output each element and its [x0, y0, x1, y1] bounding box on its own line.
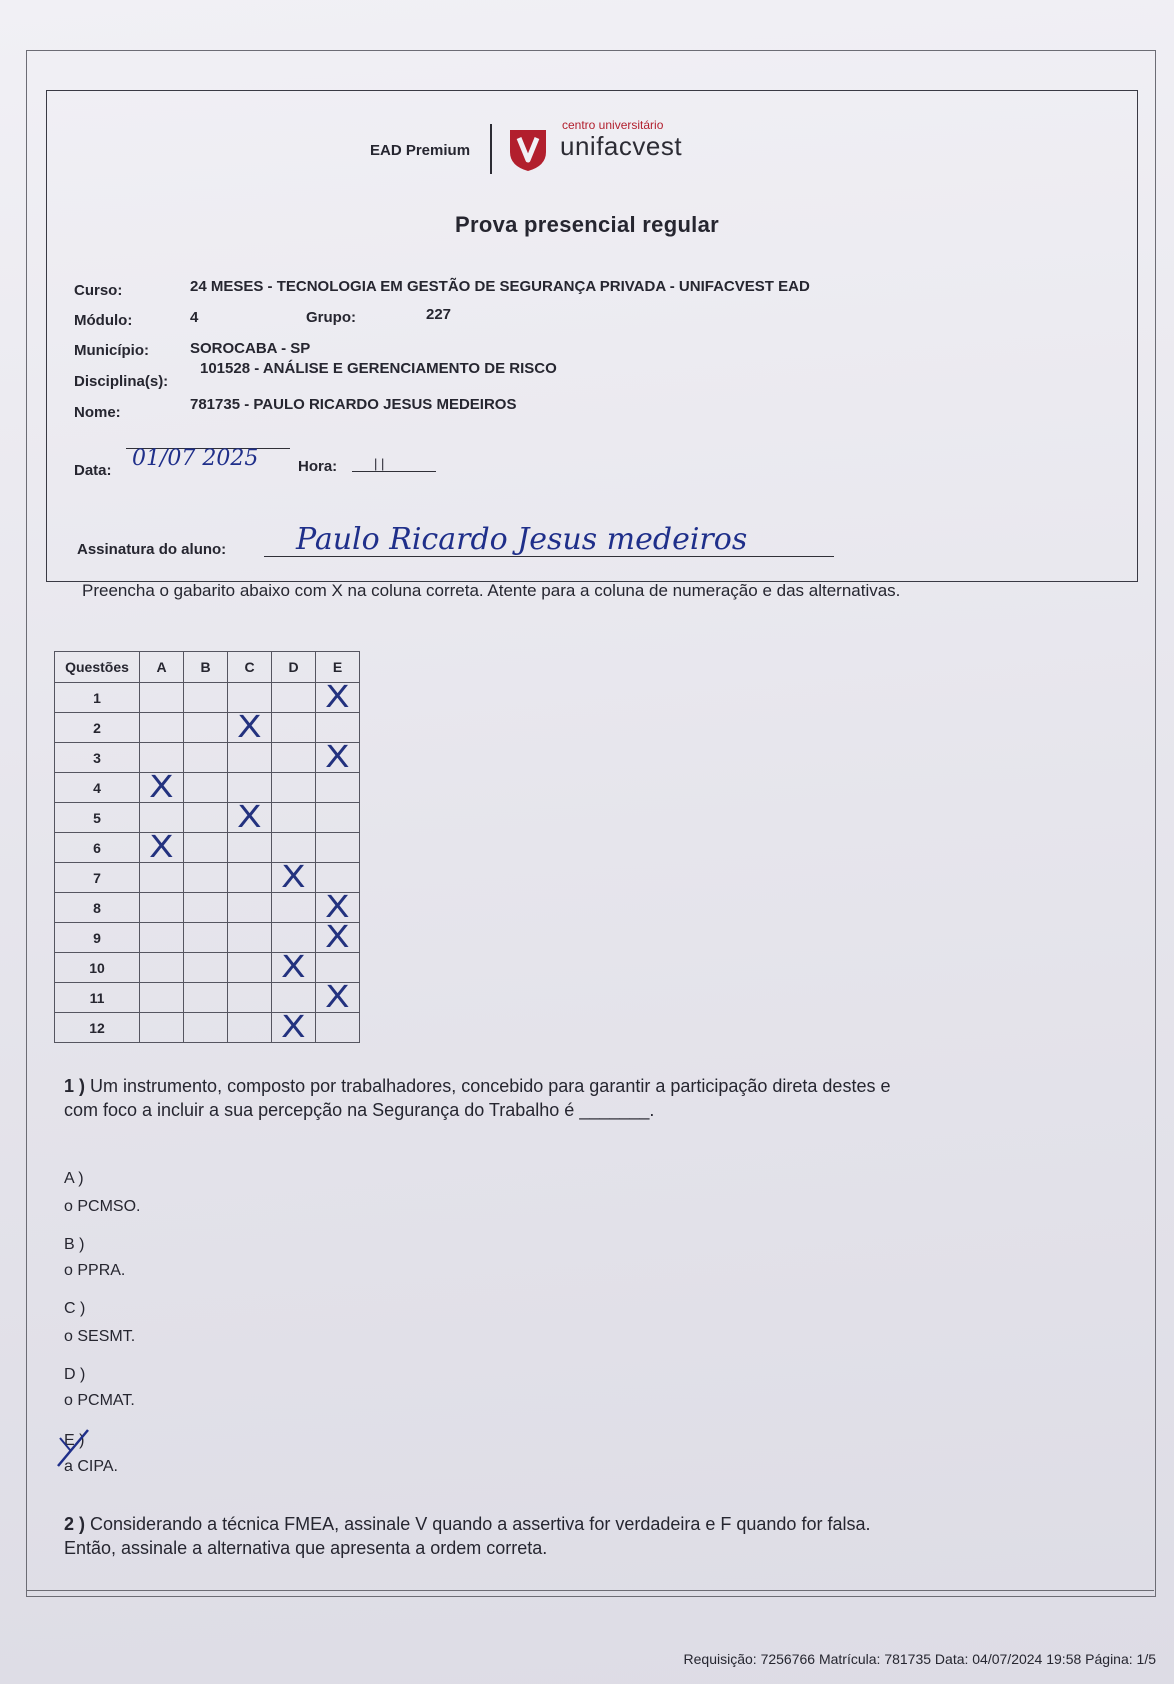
answer-sheet-table: [54, 651, 360, 1043]
answer-cell-b[interactable]: [184, 833, 228, 863]
answer-cell-e[interactable]: [316, 773, 360, 803]
answer-cell-a[interactable]: [140, 713, 184, 743]
x-mark: X: [281, 1009, 306, 1045]
answer-row: [55, 743, 360, 773]
header-a: A: [140, 652, 184, 683]
logo-divider: [490, 124, 492, 174]
data-handwritten: 01/07 2025: [132, 446, 259, 471]
answer-cell-c[interactable]: [228, 799, 272, 835]
answer-row: [55, 1013, 360, 1043]
answer-cell-d[interactable]: [272, 683, 316, 713]
answer-cell-b[interactable]: [184, 923, 228, 953]
answer-cell-d[interactable]: [272, 773, 316, 803]
answer-sheet-header: [55, 652, 360, 683]
question-number-cell: 8: [55, 893, 140, 923]
question-number-cell: 10: [55, 953, 140, 983]
answer-row: [55, 713, 360, 743]
question-1-text-line1: Um instrumento, composto por trabalhadores, concebido para garantir a participação direta destes e: [90, 1076, 891, 1096]
municipio-label: Município:: [74, 342, 149, 359]
nome-label: Nome:: [74, 404, 121, 421]
question-number-cell: 7: [55, 863, 140, 893]
answer-cell-d[interactable]: [272, 949, 316, 985]
brand-name: unifacvest: [560, 131, 683, 161]
answer-row: [55, 833, 360, 863]
answer-cell-e[interactable]: [316, 739, 360, 775]
brand-tagline: centro universitário: [562, 118, 664, 132]
answer-cell-d[interactable]: [272, 983, 316, 1013]
option-c-text: o SESMT.: [64, 1328, 136, 1345]
answer-cell-d[interactable]: [272, 923, 316, 953]
hora-line: [352, 471, 436, 472]
question-number-cell: 1: [55, 683, 140, 713]
answer-sheet-body: [55, 679, 360, 1045]
ead-premium-label: EAD Premium: [370, 142, 471, 159]
option-d-text: o PCMAT.: [64, 1392, 135, 1409]
answer-cell-b[interactable]: [184, 893, 228, 923]
header-e: E: [316, 652, 360, 683]
x-mark: X: [281, 859, 306, 895]
header-questoes: Questões: [55, 652, 140, 683]
header-c: C: [228, 652, 272, 683]
answer-row: [55, 683, 360, 713]
x-mark: X: [149, 769, 174, 805]
disciplina-value: 101528 - ANÁLISE E GERENCIAMENTO DE RISCO: [200, 360, 557, 377]
answer-cell-c[interactable]: [228, 709, 272, 745]
option-b-letter[interactable]: B ): [64, 1236, 85, 1253]
grupo-label: Grupo:: [306, 309, 356, 326]
hora-blank: | |: [374, 456, 385, 471]
answer-cell-a[interactable]: [140, 1013, 184, 1043]
instructions: Preencha o gabarito abaixo com X na coluna correta. Atente para a coluna de numeração e das alternativas.: [82, 581, 901, 600]
answer-cell-d[interactable]: [272, 803, 316, 833]
answer-cell-b[interactable]: [184, 713, 228, 743]
handwritten-check-icon: [56, 1428, 90, 1468]
answer-cell-c[interactable]: [228, 893, 272, 923]
header-box: [46, 90, 1138, 582]
nome-value: 781735 - PAULO RICARDO JESUS MEDEIROS: [190, 396, 517, 413]
answer-cell-d[interactable]: [272, 713, 316, 743]
answer-cell-a[interactable]: [140, 803, 184, 833]
answer-cell-a[interactable]: [140, 983, 184, 1013]
answer-cell-b[interactable]: [184, 773, 228, 803]
option-a-text: o PCMSO.: [64, 1198, 141, 1215]
question-2: [64, 1512, 1144, 1560]
answer-cell-e[interactable]: [316, 713, 360, 743]
x-mark: X: [281, 949, 306, 985]
question-number-cell: 2: [55, 713, 140, 743]
answer-row: [55, 923, 360, 953]
question-1-text-line2: com foco a incluir a sua percepção na Segurança do Trabalho é _______.: [64, 1100, 655, 1120]
answer-cell-b[interactable]: [184, 983, 228, 1013]
answer-row: [55, 773, 360, 803]
answer-cell-b[interactable]: [184, 683, 228, 713]
x-mark: X: [325, 979, 350, 1015]
question-2-text-line1: Considerando a técnica FMEA, assinale V quando a assertiva for verdadeira e F quando for falsa.: [90, 1514, 871, 1534]
modulo-value: 4: [190, 309, 199, 326]
header-b: B: [184, 652, 228, 683]
curso-value: 24 MESES - TECNOLOGIA EM GESTÃO DE SEGURANÇA PRIVADA - UNIFACVEST EAD: [190, 278, 810, 295]
answer-row: [55, 893, 360, 923]
exam-title: Prova presencial regular: [455, 212, 719, 237]
question-number-cell: 6: [55, 833, 140, 863]
option-c-letter[interactable]: C ): [64, 1300, 86, 1317]
municipio-value: SOROCABA - SP: [190, 340, 311, 357]
answer-cell-c[interactable]: [228, 683, 272, 713]
answer-cell-b[interactable]: [184, 803, 228, 833]
answer-cell-d[interactable]: [272, 743, 316, 773]
answer-cell-c[interactable]: [228, 923, 272, 953]
header-d: D: [272, 652, 316, 683]
answer-cell-e[interactable]: [316, 679, 360, 715]
answer-cell-c[interactable]: [228, 833, 272, 863]
answer-cell-d[interactable]: [272, 1009, 316, 1045]
answer-cell-d[interactable]: [272, 859, 316, 895]
question-1-number: 1 ): [64, 1076, 86, 1096]
answer-cell-e[interactable]: [316, 833, 360, 863]
answer-cell-c[interactable]: [228, 1013, 272, 1043]
answer-cell-a[interactable]: [140, 923, 184, 953]
answer-cell-d[interactable]: [272, 893, 316, 923]
answer-cell-e[interactable]: [316, 863, 360, 893]
answer-row: [55, 983, 360, 1013]
answer-cell-c[interactable]: [228, 743, 272, 773]
hora-label: Hora:: [298, 458, 338, 475]
question-2-number: 2 ): [64, 1514, 86, 1534]
answer-cell-e[interactable]: [316, 953, 360, 983]
answer-cell-e[interactable]: [316, 803, 360, 833]
answer-cell-b[interactable]: [184, 743, 228, 773]
signature: Paulo Ricardo Jesus medeiros: [296, 522, 748, 557]
question-number-cell: 3: [55, 743, 140, 773]
grupo-value: 227: [426, 306, 452, 323]
option-b-text: o PPRA.: [64, 1262, 126, 1279]
answer-cell-d[interactable]: [272, 833, 316, 863]
answer-cell-c[interactable]: [228, 953, 272, 983]
bottom-rule: [26, 1590, 1154, 1591]
answer-cell-a[interactable]: [140, 953, 184, 983]
answer-row: [55, 803, 360, 833]
data-label: Data:: [74, 462, 112, 479]
answer-row: [55, 863, 360, 893]
answer-cell-a[interactable]: [140, 769, 184, 805]
question-number-cell: 5: [55, 803, 140, 833]
answer-cell-c[interactable]: [228, 863, 272, 893]
x-mark: X: [149, 829, 174, 865]
option-e-letter[interactable]: E ): [64, 1432, 85, 1449]
disciplina-label: Disciplina(s):: [74, 373, 169, 390]
option-a-letter[interactable]: A ): [64, 1170, 84, 1187]
modulo-label: Módulo:: [74, 312, 133, 329]
option-d-letter[interactable]: D ): [64, 1366, 86, 1383]
answer-cell-b[interactable]: [184, 1013, 228, 1043]
question-number-cell: 11: [55, 983, 140, 1013]
answer-row: [55, 953, 360, 983]
answer-cell-c[interactable]: [228, 773, 272, 803]
curso-label: Curso:: [74, 282, 123, 299]
answer-cell-a[interactable]: [140, 829, 184, 865]
answer-cell-a[interactable]: [140, 863, 184, 893]
answer-cell-e[interactable]: [316, 889, 360, 925]
answer-cell-e[interactable]: [316, 919, 360, 955]
question-number-cell: 4: [55, 773, 140, 803]
question-number-cell: 12: [55, 1013, 140, 1043]
x-mark: X: [325, 739, 350, 775]
question-1: [64, 1074, 1144, 1122]
question-2-text-line2: Então, assinale a alternativa que apresenta a ordem correta.: [64, 1538, 548, 1558]
unifacvest-shield-icon: [506, 126, 550, 172]
footer-requisition: Requisição: 7256766 Matrícula: 781735 Data: 04/07/2024 19:58 Página: 1/5: [683, 1651, 1156, 1667]
assinatura-label: Assinatura do aluno:: [77, 541, 227, 558]
answer-cell-b[interactable]: [184, 863, 228, 893]
answer-cell-e[interactable]: [316, 979, 360, 1015]
answer-cell-c[interactable]: [228, 983, 272, 1013]
answer-cell-e[interactable]: [316, 1013, 360, 1043]
x-mark: X: [325, 679, 350, 715]
answer-cell-a[interactable]: [140, 893, 184, 923]
answer-cell-a[interactable]: [140, 743, 184, 773]
answer-cell-a[interactable]: [140, 683, 184, 713]
answer-cell-b[interactable]: [184, 953, 228, 983]
x-mark: X: [237, 799, 262, 835]
option-e-text: a CIPA.: [64, 1458, 118, 1475]
x-mark: X: [325, 919, 350, 955]
question-number-cell: 9: [55, 923, 140, 953]
x-mark: X: [325, 889, 350, 925]
x-mark: X: [237, 709, 262, 745]
